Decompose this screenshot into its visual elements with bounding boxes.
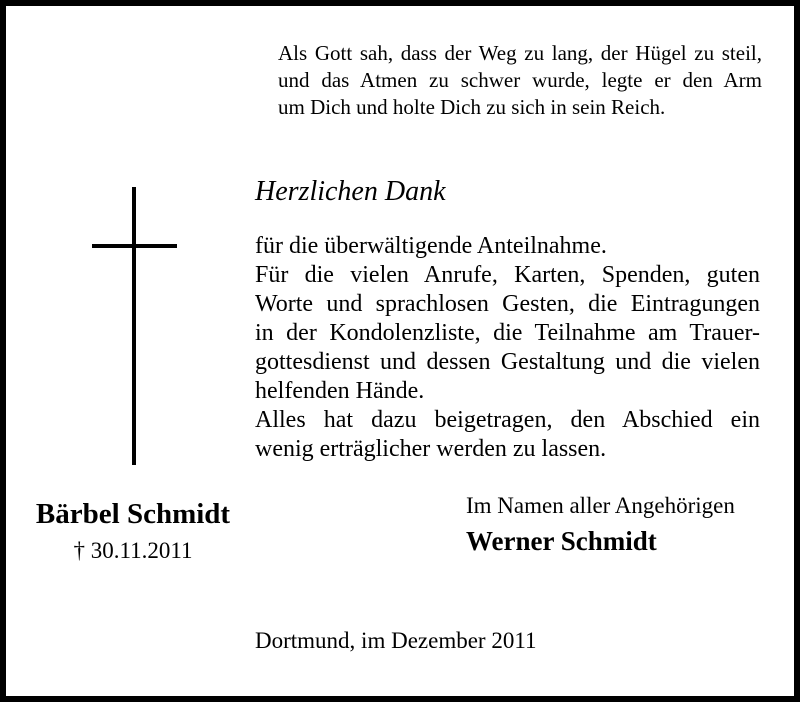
verse-line: um Dich und holte Dich zu sich in sein Reich. bbox=[278, 95, 666, 119]
deceased-death-date: † 30.11.2011 bbox=[73, 538, 193, 563]
verse-block bbox=[278, 40, 762, 121]
thanks-line: Worte und sprachlosen Gesten, die Eintragungen bbox=[255, 291, 760, 317]
verse-line: Als Gott sah, dass der Weg zu lang, der Hügel zu steil, bbox=[278, 41, 762, 65]
place-date: Dortmund, im Dezember 2011 bbox=[255, 628, 537, 653]
thanks-line: Alles hat dazu beigetragen, den Abschied ein bbox=[255, 407, 760, 433]
thanks-line: Für die vielen Anrufe, Karten, Spenden, guten bbox=[255, 262, 760, 288]
thanks-line: in der Kondolenzliste, die Teilnahme am Trauer- bbox=[255, 320, 760, 346]
signer-name: Werner Schmidt bbox=[466, 526, 657, 556]
verse-line: und das Atmen zu schwer wurde, legte er den Arm bbox=[278, 68, 762, 92]
thanks-line: für die überwältigende Anteilnahme. bbox=[255, 233, 607, 259]
cross-vertical-bar bbox=[132, 187, 136, 465]
thanks-heading: Herzlichen Dank bbox=[255, 176, 446, 207]
thanks-line: gottesdienst und dessen Gestaltung und die vielen bbox=[255, 349, 760, 375]
cross-horizontal-bar bbox=[92, 244, 177, 248]
thanks-line: helfenden Hände. bbox=[255, 378, 425, 404]
thanks-line: wenig erträglicher werden zu lassen. bbox=[255, 436, 607, 462]
thanks-text bbox=[255, 232, 760, 464]
on-behalf-text: Im Namen aller Angehörigen bbox=[466, 493, 735, 518]
deceased-name: Bärbel Schmidt bbox=[35, 498, 231, 530]
